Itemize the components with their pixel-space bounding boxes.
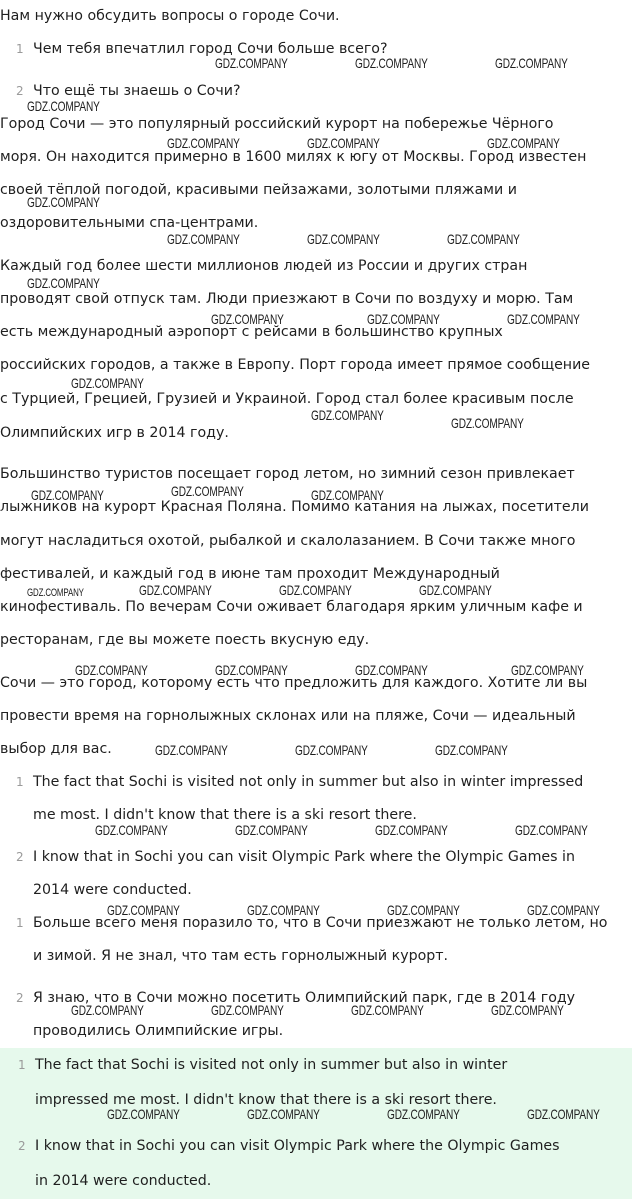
watermark: GDZ.COMPANY xyxy=(507,311,580,327)
watermark: GDZ.COMPANY xyxy=(527,1106,600,1122)
answer-line: проводились Олимпийские игры. xyxy=(33,1023,284,1039)
answer-line: in 2014 were conducted. xyxy=(35,1173,212,1189)
watermark: GDZ.COMPANY xyxy=(155,742,228,758)
watermark: GDZ.COMPANY xyxy=(311,487,384,503)
watermark: GDZ.COMPANY xyxy=(27,98,100,114)
answer-line: me most. I didn't know that there is a ski resort there. xyxy=(33,807,417,823)
intro-text: Нам нужно обсудить вопросы о городе Сочи. xyxy=(0,8,340,24)
text-line: кинофестиваль. По вечерам Сочи оживает благодаря ярким уличным кафе и xyxy=(0,599,583,615)
watermark: GDZ.COMPANY xyxy=(355,662,428,678)
answer-number: 2 xyxy=(16,991,24,1005)
watermark: GDZ.COMPANY xyxy=(215,55,288,71)
watermark: GDZ.COMPANY xyxy=(211,311,284,327)
answer-line: impressed me most. I didn't know that there is a ski resort there. xyxy=(35,1092,497,1108)
text-line: Каждый год более шести миллионов людей из России и других стран xyxy=(0,258,528,274)
answer-line: I know that in Sochi you can visit Olympic Park where the Olympic Games in xyxy=(33,849,575,865)
watermark: GDZ.COMPANY xyxy=(495,55,568,71)
watermark: GDZ.COMPANY xyxy=(171,483,244,499)
text-line: Олимпийских игр в 2014 году. xyxy=(0,425,229,441)
watermark: GDZ.COMPANY xyxy=(279,582,352,598)
question-text: Чем тебя впечатлил город Сочи больше всего? xyxy=(33,41,388,57)
watermark: GDZ.COMPANY xyxy=(107,902,180,918)
watermark: GDZ.COMPANY xyxy=(387,1106,460,1122)
answer-line: Больше всего меня поразило то, что в Сочи приезжают не только летом, но xyxy=(33,915,608,931)
answer-number: 1 xyxy=(18,1058,26,1072)
answer-number: 2 xyxy=(18,1139,26,1153)
watermark: GDZ.COMPANY xyxy=(375,822,448,838)
watermark: GDZ.COMPANY xyxy=(71,375,144,391)
answer-line: The fact that Sochi is visited not only in summer but also in winter xyxy=(35,1057,508,1073)
question-number: 1 xyxy=(16,42,24,56)
watermark: GDZ.COMPANY xyxy=(387,902,460,918)
watermark: GDZ.COMPANY xyxy=(435,742,508,758)
watermark: GDZ.COMPANY xyxy=(307,231,380,247)
text-line: ресторанам, где вы можете поесть вкусную еду. xyxy=(0,632,370,648)
watermark: GDZ.COMPANY xyxy=(355,55,428,71)
watermark: GDZ.COMPANY xyxy=(27,587,84,599)
watermark: GDZ.COMPANY xyxy=(351,1002,424,1018)
watermark: GDZ.COMPANY xyxy=(491,1002,564,1018)
question-number: 2 xyxy=(16,84,24,98)
text-line: выбор для вас. xyxy=(0,741,112,757)
watermark: GDZ.COMPANY xyxy=(511,662,584,678)
text-line: есть международный аэропорт с рейсами в большинство крупных xyxy=(0,324,503,340)
question-text: Что ещё ты знаешь о Сочи? xyxy=(33,83,241,99)
watermark: GDZ.COMPANY xyxy=(419,582,492,598)
answer-line: I know that in Sochi you can visit Olympic Park where the Olympic Games xyxy=(35,1138,560,1154)
watermark: GDZ.COMPANY xyxy=(27,194,100,210)
text-line: Сочи — это город, которому есть что предложить для каждого. Хотите ли вы xyxy=(0,675,588,691)
watermark: GDZ.COMPANY xyxy=(27,275,100,291)
watermark: GDZ.COMPANY xyxy=(451,415,524,431)
text-line: провести время на горнолыжных склонах или на пляже, Сочи — идеальный xyxy=(0,708,576,724)
watermark: GDZ.COMPANY xyxy=(75,662,148,678)
watermark: GDZ.COMPANY xyxy=(235,822,308,838)
answer-line: Я знаю, что в Сочи можно посетить Олимпийский парк, где в 2014 году xyxy=(33,990,576,1006)
text-line: с Турцией, Грецией, Грузией и Украиной. Город стал более красивым после xyxy=(0,391,574,407)
text-line: могут насладиться охотой, рыбалкой и скалолазанием. В Сочи также много xyxy=(0,533,576,549)
watermark: GDZ.COMPANY xyxy=(247,902,320,918)
watermark: GDZ.COMPANY xyxy=(167,231,240,247)
watermark: GDZ.COMPANY xyxy=(31,487,104,503)
watermark: GDZ.COMPANY xyxy=(367,311,440,327)
watermark: GDZ.COMPANY xyxy=(307,135,380,151)
watermark: GDZ.COMPANY xyxy=(139,582,212,598)
watermark: GDZ.COMPANY xyxy=(95,822,168,838)
watermark: GDZ.COMPANY xyxy=(167,135,240,151)
watermark: GDZ.COMPANY xyxy=(515,822,588,838)
watermark: GDZ.COMPANY xyxy=(71,1002,144,1018)
answer-line: 2014 were conducted. xyxy=(33,882,192,898)
text-line: проводят свой отпуск там. Люди приезжают в Сочи по воздуху и морю. Там xyxy=(0,291,574,307)
answer-line: The fact that Sochi is visited not only in summer but also in winter impressed xyxy=(33,774,584,790)
text-line: своей тёплой погодой, красивыми пейзажами, золотыми пляжами и xyxy=(0,182,517,198)
text-line: лыжников на курорт Красная Поляна. Помимо катания на лыжах, посетители xyxy=(0,499,589,515)
watermark: GDZ.COMPANY xyxy=(247,1106,320,1122)
text-line: моря. Он находится примерно в 1600 милях к югу от Москвы. Город известен xyxy=(0,149,587,165)
answer-number: 1 xyxy=(16,916,24,930)
watermark: GDZ.COMPANY xyxy=(215,662,288,678)
text-line: Большинство туристов посещает город летом, но зимний сезон привлекает xyxy=(0,466,575,482)
watermark: GDZ.COMPANY xyxy=(527,902,600,918)
watermark: GDZ.COMPANY xyxy=(295,742,368,758)
answer-number: 2 xyxy=(16,850,24,864)
answer-number: 1 xyxy=(16,775,24,789)
watermark: GDZ.COMPANY xyxy=(311,407,384,423)
watermark: GDZ.COMPANY xyxy=(107,1106,180,1122)
watermark: GDZ.COMPANY xyxy=(211,1002,284,1018)
text-line: фестивалей, и каждый год в июне там проходит Международный xyxy=(0,566,500,582)
text-line: Город Сочи — это популярный российский курорт на побережье Чёрного xyxy=(0,116,554,132)
text-line: оздоровительными спа-центрами. xyxy=(0,215,259,231)
watermark: GDZ.COMPANY xyxy=(447,231,520,247)
watermark: GDZ.COMPANY xyxy=(487,135,560,151)
text-line: российских городов, а также в Европу. Порт города имеет прямое сообщение xyxy=(0,357,591,373)
answer-line: и зимой. Я не знал, что там есть горнолыжный курорт. xyxy=(33,948,449,964)
